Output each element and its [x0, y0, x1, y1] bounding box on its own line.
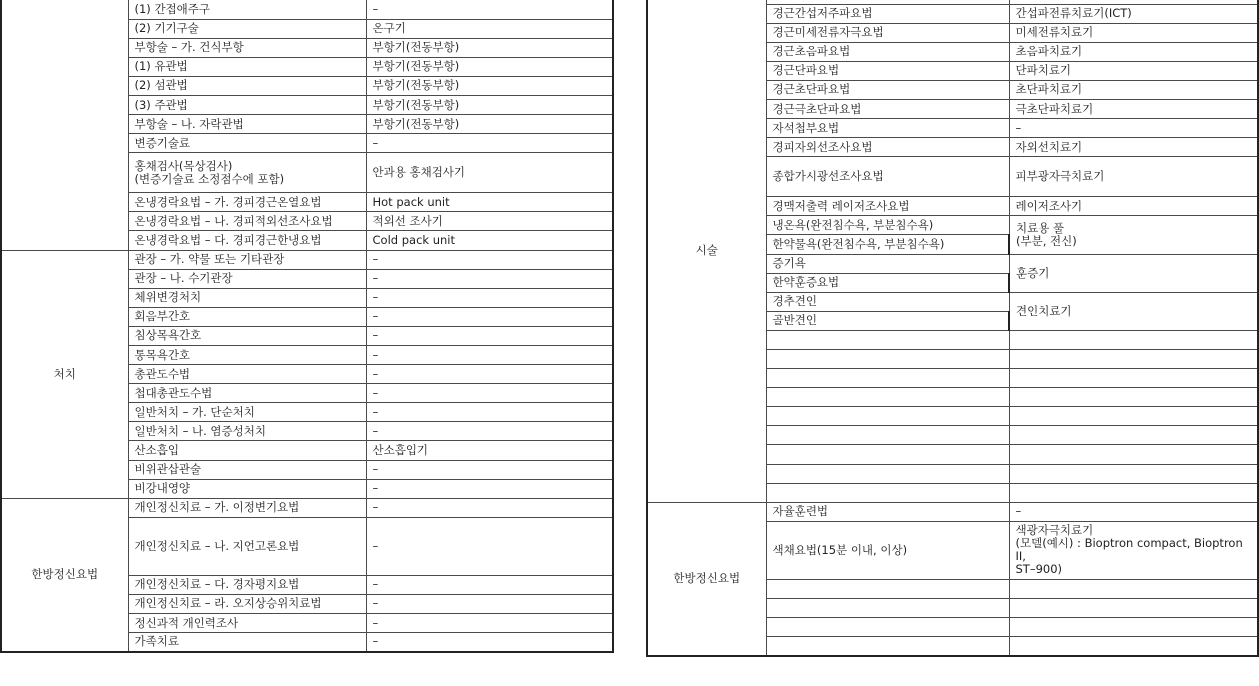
empty-cell [1009, 369, 1258, 388]
left-table [0, 0, 614, 653]
procedure-cell: 한약훈증요법 [766, 273, 1009, 292]
device-cell: – [366, 250, 613, 269]
device-cell: – [1009, 502, 1258, 521]
empty-cell [1009, 579, 1258, 598]
procedure-cell: 경근단파요법 [766, 61, 1009, 80]
procedure-cell: 온냉경락요법 – 나. 경피적외선조사요법 [128, 212, 366, 231]
procedure-cell: 경피자외선조사요법 [766, 138, 1009, 157]
procedure-cell: 일반처치 – 나. 염증성처치 [128, 422, 366, 441]
procedure-cell: 관장 – 나. 수기관장 [128, 269, 366, 288]
procedure-cell: 개인정신치료 – 나. 지언고론요법 [128, 517, 366, 575]
procedure-cell: 온냉경락요법 – 가. 경피경근온열요법 [128, 193, 366, 212]
table-row [1, 498, 613, 517]
right-table [646, 0, 1259, 657]
device-cell: – [366, 134, 613, 153]
empty-cell [1009, 407, 1258, 426]
device-cell: 부항기(전동부항) [366, 76, 613, 95]
empty-cell [766, 618, 1009, 637]
empty-cell [1009, 350, 1258, 369]
device-cell: 레이저조사기 [1009, 197, 1258, 216]
empty-cell [766, 330, 1009, 349]
procedure-cell: 일반처치 – 가. 단순처치 [128, 403, 366, 422]
empty-cell [1009, 330, 1258, 349]
procedure-cell: 경근미세전류자극요법 [766, 23, 1009, 42]
device-cell: – [366, 384, 613, 403]
empty-cell [1009, 598, 1258, 617]
device-cell: 초단파치료기 [1009, 80, 1258, 99]
device-cell: – [366, 498, 613, 517]
procedure-cell: (3) 주관법 [128, 95, 366, 114]
procedure-cell: 경근초음파요법 [766, 42, 1009, 61]
procedure-cell: 변증기술료 [128, 134, 366, 153]
procedure-cell: 총관도수법 [128, 365, 366, 384]
group-cell-psych: 한방정신요법 [1, 498, 128, 651]
device-cell: 초음파치료기 [1009, 42, 1258, 61]
device-cell: 간섭파전류치료기(ICT) [1009, 4, 1258, 23]
procedure-cell: 관장 – 가. 약물 또는 기타관장 [128, 250, 366, 269]
procedure-cell: 비위관삽관술 [128, 460, 366, 479]
procedure-cell: 산소흡입 [128, 441, 366, 460]
procedure-cell: 경맥저출력 레이저조사요법 [766, 197, 1009, 216]
device-cell: 적외선 조사기 [366, 212, 613, 231]
procedure-cell: 체위변경처치 [128, 288, 366, 307]
device-cell: – [366, 479, 613, 498]
procedure-cell: 통목욕간호 [128, 346, 366, 365]
procedure-cell: (2) 섬관법 [128, 76, 366, 95]
procedure-cell: 부항술 – 나. 자락관법 [128, 115, 366, 134]
procedure-cell: 냉온욕(완전침수욕, 부분침수욕) [766, 216, 1009, 235]
procedure-cell: (2) 기기구술 [128, 19, 366, 38]
procedure-cell: 비강내영양 [128, 479, 366, 498]
device-cell: 훈증기 [1009, 254, 1258, 292]
procedure-cell: 회음부간호 [128, 307, 366, 326]
empty-cell [766, 464, 1009, 483]
procedure-cell: 침상목욕간호 [128, 326, 366, 345]
procedure-cell: 한약물욕(완전침수욕, 부분침수욕) [766, 235, 1009, 254]
empty-cell [1009, 388, 1258, 407]
empty-cell [766, 388, 1009, 407]
empty-cell [1009, 426, 1258, 445]
procedure-cell: (1) 유관법 [128, 57, 366, 76]
device-cell: – [366, 365, 613, 384]
device-cell: – [366, 614, 613, 633]
procedure-cell: 경근극초단파요법 [766, 99, 1009, 118]
device-cell: – [366, 422, 613, 441]
empty-cell [766, 445, 1009, 464]
procedure-cell: 개인정신치료 – 다. 경자평지요법 [128, 575, 366, 594]
empty-cell [1009, 445, 1258, 464]
table-row [1, 250, 613, 269]
empty-cell [1009, 637, 1258, 656]
procedure-cell: 증기욕 [766, 254, 1009, 273]
empty-cell [766, 407, 1009, 426]
procedure-cell: 경추견인 [766, 292, 1009, 311]
table-row [647, 502, 1258, 521]
empty-cell [1009, 464, 1258, 483]
procedure-cell: 골반견인 [766, 311, 1009, 330]
device-cell: 부항기(전동부항) [366, 57, 613, 76]
group-cell-procedure: 시술 [647, 0, 766, 502]
empty-cell [766, 579, 1009, 598]
procedure-cell: 개인정신치료 – 라. 오지상승위치료법 [128, 594, 366, 613]
procedure-cell: 정신과적 개인력조사 [128, 614, 366, 633]
empty-cell [1009, 483, 1258, 502]
empty-cell [766, 483, 1009, 502]
group-cell-treatment: 처치 [1, 250, 128, 498]
device-cell: 부항기(전동부항) [366, 115, 613, 134]
empty-cell [766, 426, 1009, 445]
procedure-cell: 경근초단파요법 [766, 80, 1009, 99]
device-cell: 견인치료기 [1009, 292, 1258, 330]
empty-cell [766, 369, 1009, 388]
device-cell: 피부광자극치료기 [1009, 157, 1258, 197]
device-cell: 치료용 풀 (부분, 전신) [1009, 216, 1258, 254]
procedure-cell: 자율훈련법 [766, 502, 1009, 521]
device-cell: – [366, 307, 613, 326]
device-cell: – [366, 0, 613, 19]
device-cell: – [1009, 119, 1258, 138]
device-cell: – [366, 633, 613, 652]
empty-cell [766, 598, 1009, 617]
device-cell: – [366, 575, 613, 594]
device-cell: – [366, 517, 613, 575]
procedure-cell: 온냉경락요법 – 다. 경피경근한냉요법 [128, 231, 366, 250]
device-cell: – [366, 326, 613, 345]
device-cell: – [366, 460, 613, 479]
procedure-cell: 색채요법(15분 이내, 이상) [766, 521, 1009, 579]
procedure-cell: (1) 간접애주구 [128, 0, 366, 19]
procedure-cell: 개인정신치료 – 가. 이정변기요법 [128, 498, 366, 517]
empty-cell [766, 637, 1009, 656]
device-cell: 부항기(전동부항) [366, 38, 613, 57]
procedure-cell: 가족치료 [128, 633, 366, 652]
device-cell: – [366, 403, 613, 422]
procedure-cell: 경근간섭저주파요법 [766, 4, 1009, 23]
empty-cell [1009, 618, 1258, 637]
procedure-cell: 부항술 – 가. 건식부항 [128, 38, 366, 57]
device-cell: Cold pack unit [366, 231, 613, 250]
device-cell: 산소흡입기 [366, 441, 613, 460]
group-cell-psych: 한방정신요법 [647, 502, 766, 655]
device-cell: 부항기(전동부항) [366, 95, 613, 114]
empty-cell [766, 350, 1009, 369]
device-cell: 온구기 [366, 19, 613, 38]
device-cell: 단파치료기 [1009, 61, 1258, 80]
device-cell: 미세전류치료기 [1009, 23, 1258, 42]
device-cell: – [366, 346, 613, 365]
procedure-cell: 홍채검사(목상검사) (변증기술료 소정점수에 포함) [128, 153, 366, 193]
device-cell: 극초단파치료기 [1009, 99, 1258, 118]
procedure-cell: 첩대총관도수법 [128, 384, 366, 403]
device-cell: – [366, 594, 613, 613]
table-row [1, 0, 613, 19]
device-cell: 안과용 홍채검사기 [366, 153, 613, 193]
device-cell: 색광자극치료기 (모델(예시) : Bioptron compact, Bioptron II, ST–900) [1009, 521, 1258, 579]
procedure-cell: 종합가시광선조사요법 [766, 157, 1009, 197]
procedure-cell: 자석첩부요법 [766, 119, 1009, 138]
device-cell: Hot pack unit [366, 193, 613, 212]
device-cell: – [366, 288, 613, 307]
device-cell: – [366, 269, 613, 288]
device-cell: 자외선치료기 [1009, 138, 1258, 157]
group-cell-top [1, 0, 128, 250]
